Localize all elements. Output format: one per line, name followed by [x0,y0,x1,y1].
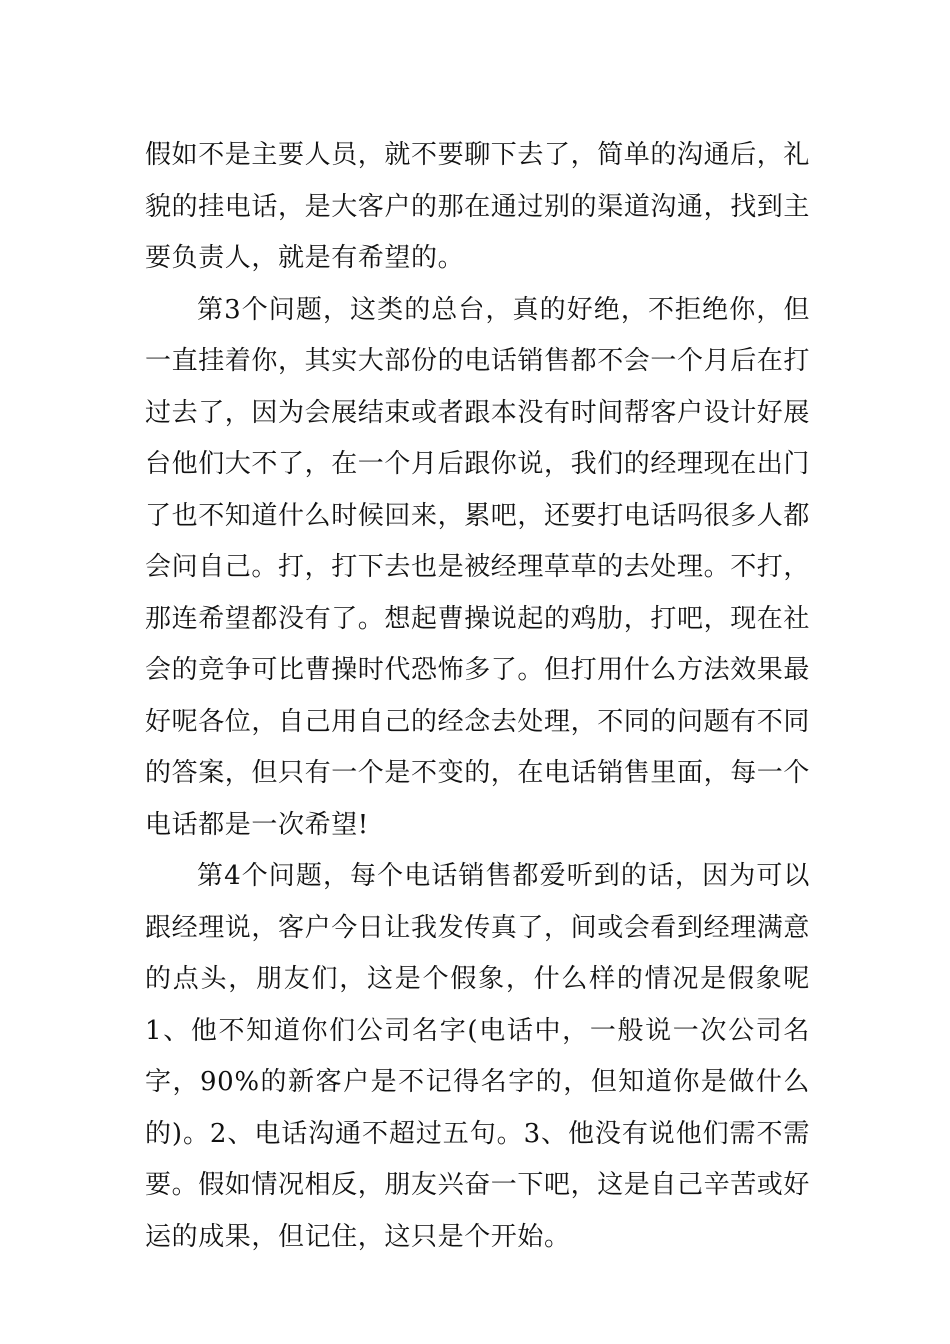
document-body [145,130,810,1263]
paragraph-2: 第3个问题，这类的总台，真的好绝，不拒绝你，但一直挂着你，其实大部份的电话销售都不会一个月后在打过去了，因为会展结束或者跟本没有时间帮客户设计好展台他们大不了，在一个月后跟你说，我们的经理现在出门了也不知道什么时候回来，累吧，还要打电话吗很多人都会问自己。打，打下去也是被经理草草的去处理。不打，那连希望都没有了。想起曹操说起的鸡肋，打吧，现在社会的竞争可比曹操时代恐怖多了。但打用什么方法效果最好呢各位，自己用自己的经念去处理，不同的问题有不同的答案，但只有一个是不变的，在电话销售里面，每一个电话都是一次希望! [145,294,811,840]
paragraph-1: 假如不是主要人员，就不要聊下去了，简单的沟通后，礼貌的挂电话，是大客户的那在通过别的渠道沟通，找到主要负责人，就是有希望的。 [145,140,811,273]
paragraph-3: 第4个问题，每个电话销售都爱听到的话，因为可以跟经理说，客户今日让我发传真了，间或会看到经理满意的点头，朋友们，这是个假象，什么样的情况是假象呢1、他不知道你们公司名字(电话中，一般说一次公司名字，90%的新客户是不记得名字的，但知道你是做什么的)。2、电话沟通不超过五句。3、他没有说他们需不需要。假如情况相反，朋友兴奋一下吧，这是自己辛苦或好运的成果，但记住，这只是个开始。 [145,861,811,1252]
